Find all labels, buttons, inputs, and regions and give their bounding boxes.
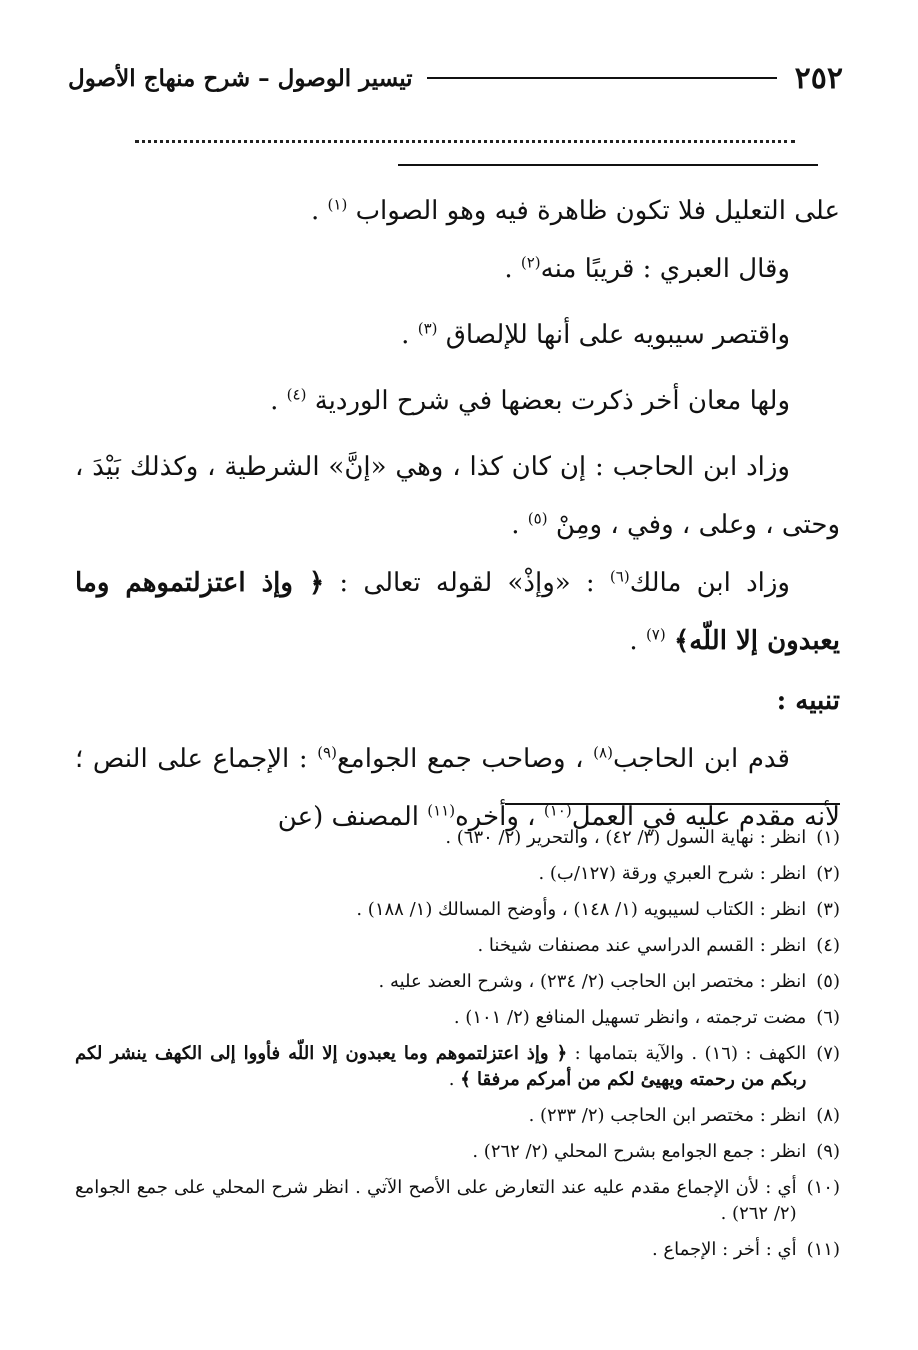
footnote-text: انظر : مختصر ابن الحاجب (٢/ ٢٣٣) . [528, 1105, 807, 1126]
quran-verse: ﴿ وإذ اعتزلتموهم وما يعبدون إلا اللّه فأووا إلى الكهف ينشر لكم ربكم من رحمته ويهيئ لكم من أمركم مرفقا ﴾ [75, 1043, 807, 1090]
footnote-ref-5: (٥) [527, 509, 548, 528]
section-heading: تنبيه : [776, 686, 840, 716]
footnote-text: أي : أخر : الإجماع . [651, 1239, 797, 1260]
paragraph-7: قدم ابن الحاجب$^{(٨)}$ ، وصاحب جمع الجوامع$^{(٩)}$ : الإجماع على النص ؛ لأنه مقدم عليه في العمل$^{(١٠)}$ ، وأخره$^{(١١)}$ المصنف (عن [75, 743, 840, 832]
footnote [75, 820, 840, 856]
footnote-text: انظر : القسم الدراسي عند مصنفات شيخنا . [477, 935, 807, 956]
footnote-number: (٥) [816, 971, 840, 992]
paragraph-3: واقتصر سيبويه على أنها للإلصاق $^{(٣)}$ . [401, 319, 790, 350]
footnote-text: انظر : الكتاب لسيبويه (١/ ١٤٨) ، وأوضح المسالك (١/ ١٨٨) . [356, 899, 807, 920]
footnote-ref-6: (٦) [609, 567, 630, 586]
footnote-number: (١٠) [806, 1177, 840, 1198]
footnote [75, 1232, 840, 1268]
footnote [75, 892, 840, 928]
footnote [75, 1170, 840, 1232]
footnote [75, 856, 840, 892]
footnote-number: (٨) [816, 1105, 840, 1126]
footnote-ref-8: (٨) [593, 743, 613, 762]
footnote-number: (١١) [806, 1239, 840, 1260]
paragraph-1: على التعليل فلا تكون ظاهرة فيه وهو الصواب $^{(١)}$ . [311, 195, 840, 226]
header-rule [427, 77, 777, 79]
footnote-number: (٢) [816, 863, 840, 884]
footnote [75, 1000, 840, 1036]
footnotes [75, 820, 840, 1268]
paragraph-6: وزاد ابن مالك$^{(٦)}$ : «وإذْ» لقوله تعالى : ﴿ وإذ اعتزلتموهم وما يعبدون إلا اللّه﴾ $^{(٧)}$ . [75, 567, 840, 656]
footnote-ref-7: (٧) [645, 625, 666, 644]
footnote-ref-3: (٣) [417, 319, 438, 338]
footnote-text: انظر : شرح العبري ورقة (١٢٧/ب) . [538, 863, 807, 884]
footnote-ref-10: (١٠) [543, 801, 572, 820]
paragraph-2: وقال العبري : قريبًا منه$^{(٢)}$ . [504, 253, 790, 284]
footnote-ref-4: (٤) [286, 385, 307, 404]
footnote-text: أي : لأن الإجماع مقدم عليه عند التعارض على الأصح الآتي . انظر شرح المحلي على جمع الجوامع (٢/ ٢٦٢) . [75, 1177, 797, 1224]
page-number: ٢٥٢ [794, 60, 843, 96]
section-rule [398, 164, 818, 166]
footnote-number: (٣) [816, 899, 840, 920]
quran-verse: ﴿ وإذ اعتزلتموهم وما يعبدون إلا اللّه﴾ [75, 568, 840, 656]
footnote-rule [505, 803, 840, 805]
footnote-ref-9: (٩) [317, 743, 337, 762]
footnote-ref-2: (٢) [520, 253, 541, 272]
footnote-number: (٩) [816, 1141, 840, 1162]
footnote [75, 964, 840, 1000]
footnote-ref-1: (١) [327, 195, 348, 214]
footnote-text: مضت ترجمته ، وانظر تسهيل المنافع (٢/ ١٠١) . [453, 1007, 807, 1028]
page-header [68, 52, 843, 104]
paragraph-5: وزاد ابن الحاجب : إن كان كذا ، وهي «إنَّ» الشرطية ، وكذلك بَيْدَ ، وحتى ، وعلى ، وفي ، ومِنْ $^{(٥)}$ . [75, 452, 840, 540]
footnote [75, 1134, 840, 1170]
footnote [75, 928, 840, 964]
footnote-number: (٧) [816, 1043, 840, 1064]
footnote-text: الكهف : (١٦) . والآية بتمامها : ﴿ وإذ اعتزلتموهم وما يعبدون إلا اللّه فأووا إلى الكهف ينشر لكم ربكم من رحمته ويهيئ لكم من أمركم مرفقا ﴾ . [75, 1043, 807, 1090]
footnote-ref-11: (١١) [427, 801, 456, 820]
footnote-number: (٦) [816, 1007, 840, 1028]
footnote-text: انظر : جمع الجوامع بشرح المحلي (٢/ ٢٦٢) . [472, 1141, 807, 1162]
footnote [75, 1098, 840, 1134]
paragraph-4: ولها معان أخر ذكرت بعضها في شرح الوردية $^{(٤)}$ . [270, 385, 790, 416]
dotted-separator [135, 140, 795, 155]
running-title: تيسير الوصول – شرح منهاج الأصول [68, 64, 413, 92]
footnote-number: (٤) [816, 935, 840, 956]
main-text [75, 182, 840, 846]
footnote-text: انظر : مختصر ابن الحاجب (٢/ ٢٣٤) ، وشرح العضد عليه . [378, 971, 807, 992]
footnote [75, 1036, 840, 1098]
footnote-text: انظر : نهاية السول (٣/ ٤٢) ، والتحرير (٢/ ٦٣٠) . [445, 827, 807, 848]
footnote-number: (١) [816, 827, 840, 848]
